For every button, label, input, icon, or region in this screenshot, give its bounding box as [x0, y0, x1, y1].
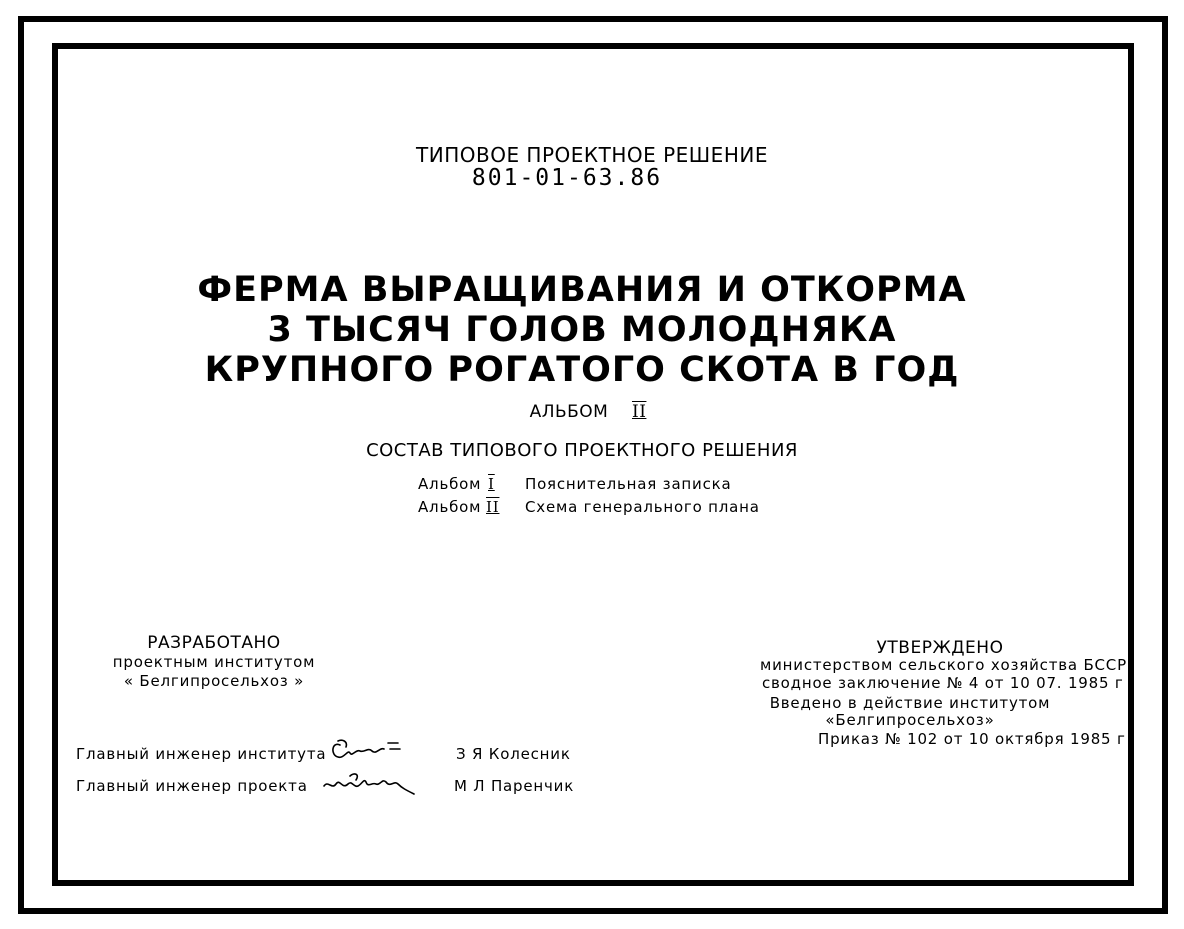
- developed-line-1: проектным институтом: [112, 653, 316, 671]
- album-row-description: Схема генерального плана: [525, 498, 760, 516]
- current-album: [0, 402, 1176, 422]
- signatory-role-1: Главный инженер института: [76, 745, 327, 763]
- signature-1: [328, 735, 408, 767]
- composition-heading: СОСТАВ ТИПОВОГО ПРОЕКТНОГО РЕШЕНИЯ: [366, 440, 798, 461]
- approved-line-4: «Белгипросельхоз»: [825, 711, 995, 729]
- approved-heading: УТВЕРЖДЕНО: [876, 638, 1004, 658]
- album-row-2: [418, 498, 481, 516]
- developed-heading: РАЗРАБОТАНО: [147, 633, 281, 653]
- album-row-label: Альбом: [418, 475, 482, 493]
- album-row-description: Пояснительная записка: [525, 475, 732, 493]
- title-line-1: ФЕРМА ВЫРАЩИВАНИЯ И ОТКОРМА: [197, 270, 967, 310]
- developed-line-2: « Белгипросельхоз »: [123, 672, 305, 690]
- album-row-number: I: [488, 475, 495, 493]
- signature-2: [320, 768, 420, 800]
- approved-line-3: Введено в действие институтом: [769, 694, 1051, 712]
- album-row-1: [418, 475, 481, 493]
- approved-line-5: Приказ № 102 от 10 октября 1985 г: [818, 730, 1126, 748]
- series-number: 801-01-63.86: [471, 165, 663, 191]
- approved-line-1: министерством сельского хозяйства БССР: [760, 656, 1127, 674]
- signatory-name-2: М Л Паренчик: [454, 777, 575, 795]
- approved-line-2: сводное заключение № 4 от 10 07. 1985 г: [762, 674, 1124, 692]
- album-row-number: II: [486, 498, 500, 516]
- current-album-number: II: [631, 402, 647, 422]
- signatory-role-2: Главный инженер проекта: [76, 777, 308, 795]
- signatory-name-1: З Я Колесник: [456, 745, 571, 763]
- album-row-label: Альбом: [418, 498, 482, 516]
- current-album-label: АЛЬБОМ: [529, 402, 609, 422]
- title-line-2: 3 ТЫСЯЧ ГОЛОВ МОЛОДНЯКА: [267, 310, 897, 350]
- series-label: ТИПОВОЕ ПРОЕКТНОЕ РЕШЕНИЕ: [416, 143, 768, 167]
- title-line-3: КРУПНОГО РОГАТОГО СКОТА В ГОД: [204, 350, 960, 390]
